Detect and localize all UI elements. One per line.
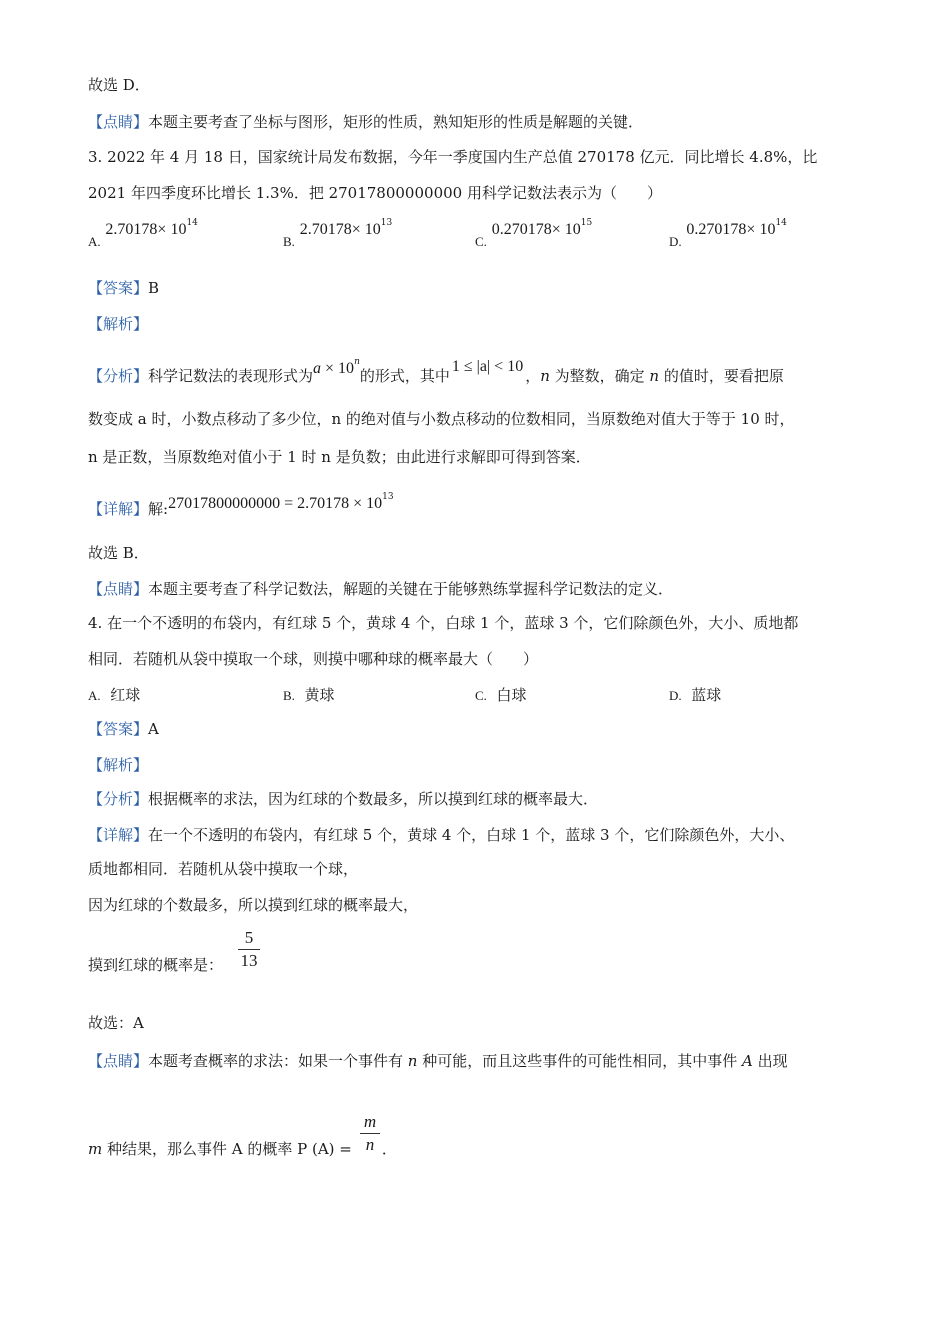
var-a: a [313,360,322,377]
option-label: A. [88,688,101,703]
q4-xiangjie-line-1 [88,824,794,846]
var-n: n [649,367,660,385]
option-label: C. [475,234,487,249]
option-label: C. [475,688,487,703]
q4-xiangjie-line-3: 因为红球的个数最多，所以摸到红球的概率最大， [88,896,419,914]
q4-probability-line: 摸到红球的概率是： [88,956,224,974]
var-m: m [88,1140,103,1158]
range-expression: 1 ≤ |a| < 10 [451,358,524,375]
fenxi-text-b: 的形式，其中 [359,367,450,385]
fraction-bar [360,1133,380,1134]
var-A: A [742,1052,753,1070]
q4-option-d [669,684,721,705]
jiexi-tag: 【解析】 [88,756,149,774]
q4-dianjing-line-1 [88,1050,788,1072]
option-label: D. [669,234,682,249]
q4-jiexi-line [88,754,148,776]
fenxi-text-e: 的值时，要看把原 [659,367,784,385]
option-text: 黄球 [304,686,335,704]
var-n: n [407,1052,418,1070]
dianjing-text-b: 种可能，而且这些事件的可能性相同，其中事件 [417,1052,743,1070]
q3-select-line: 故选 B． [88,544,149,562]
q4-xiangjie-line-2: 质地都相同．若随机从袋中摸取一个球， [88,860,359,878]
fraction-denominator: 13 [240,951,258,970]
xiangjie-pre: 解: [148,500,169,518]
answer-value: A [148,720,159,738]
q4-fenxi-line [88,788,598,810]
fenxi-text: 根据概率的求法，因为红球的个数最多，所以摸到红球的概率最大． [148,790,599,808]
q3-stem-line-1: 3. 2022 年 4 月 18 日，国家统计局发布数据，今年一季度国内生产总值 270178 亿元．同比增长 4.8%，比 [88,148,818,166]
times-ten: × 10 [157,221,187,238]
dianjing-line-prev [88,111,643,133]
option-mantissa: 2.70178 [105,221,158,238]
option-mantissa: 0.270178 [686,221,747,238]
fraction-numerator: m [363,1112,377,1131]
option-text: 白球 [496,686,527,704]
q4-select-line: 故选：A [88,1014,144,1032]
q4-answer-line [88,718,159,740]
xiangjie-equation: 27017800000000 = 2.70178 × 10 [168,495,383,512]
xiangjie-tag: 【详解】 [88,826,149,844]
times-ten: × 10 [746,221,776,238]
q4-option-c [475,684,526,705]
option-label: B. [283,234,295,249]
q4-stem-line-2: 相同．若随机从袋中摸取一个球，则摸中哪种球的概率最大（ ） [88,650,539,668]
option-label: D. [669,688,682,703]
times-ten: × 10 [351,221,381,238]
q4-option-b [283,684,334,705]
q3-dianjing-line [88,578,673,600]
answer-value: B [148,279,160,297]
fenxi-tag: 【分析】 [88,367,149,385]
dianjing-tag: 【点睛】 [88,113,149,131]
dianjing-tag: 【点睛】 [88,580,149,598]
xiangjie-exponent: 13 [382,492,394,502]
q3-option-a [88,218,198,249]
q4-stem-line-1: 4. 在一个不透明的布袋内，有红球 5 个，黄球 4 个，白球 1 个，蓝球 3 个，它们除颜色外，大小、质地都 [88,614,799,632]
option-exponent: 14 [186,218,198,228]
dianjing-text-a: 本题考查概率的求法：如果一个事件有 [148,1052,408,1070]
answer-tag: 【答案】 [88,279,149,297]
dianjing-text-c: 出现 [752,1052,788,1070]
var-n: n [540,367,550,385]
q3-fenxi-line-1 [88,359,784,388]
q4-option-a [88,684,140,705]
fenxi-text-d: 为整数，确定 [549,367,650,385]
xiangjie-tag: 【详解】 [88,500,149,518]
q3-answer-line [88,277,159,299]
dianjing-text: 本题主要考查了科学记数法，解题的关键在于能够熟练掌握科学记数法的定义． [148,580,674,598]
fraction-bar [238,949,260,950]
q4-dianjing-line-2 [88,1138,397,1160]
times-ten: × 10 [321,360,355,377]
option-mantissa: 2.70178 [299,221,352,238]
probability-fraction [238,928,260,971]
fenxi-text-c: ， [525,367,541,385]
probability-formula-fraction [360,1112,380,1155]
q3-jiexi-line [88,313,148,335]
option-label: A. [88,234,101,249]
fenxi-text-a: 科学记数法的表现形式为 [148,367,314,385]
option-exponent: 13 [380,218,393,228]
q3-stem-line-2: 2021 年四季度环比增长 1.3%．把 27017800000000 用科学记数法表示为（ ） [88,184,662,202]
q3-option-c [475,218,593,249]
option-label: B. [283,688,295,703]
fraction-denominator: n [365,1135,375,1154]
option-mantissa: 0.270178 [491,221,552,238]
q3-option-d [669,218,787,249]
exponent-n: n [354,357,360,367]
option-exponent: 15 [580,218,593,228]
q3-option-b [283,218,393,249]
q3-xiangjie-line [88,492,394,521]
jiexi-tag: 【解析】 [88,315,149,333]
option-exponent: 14 [775,218,787,228]
xiangjie-text: 在一个不透明的布袋内，有红球 5 个，黄球 4 个，白球 1 个，蓝球 3 个，它们除颜色外，大小、 [148,826,795,844]
fenxi-tag: 【分析】 [88,790,149,808]
q3-fenxi-line-2: 数变成 a 时，小数点移动了多少位，n 的绝对值与小数点移动的位数相同，当原数绝对值大于等于 10 时， [88,410,795,428]
dianjing-tag: 【点睛】 [88,1052,149,1070]
option-text: 蓝球 [691,686,722,704]
q3-fenxi-line-3: n 是正数，当原数绝对值小于 1 时 n 是负数；由此进行求解即可得到答案． [88,448,591,466]
answer-tag: 【答案】 [88,720,149,738]
dianjing-end: ． [381,1140,397,1158]
dianjing-text: 本题主要考查了坐标与图形，矩形的性质，熟知矩形的性质是解题的关键． [148,113,644,131]
fraction-numerator: 5 [244,928,254,947]
dianjing-text-2: 种结果，那么事件 A 的概率 P (A) = [102,1140,352,1158]
select-d-line: 故选 D． [88,76,150,94]
times-ten: × 10 [551,221,581,238]
option-text: 红球 [110,686,141,704]
